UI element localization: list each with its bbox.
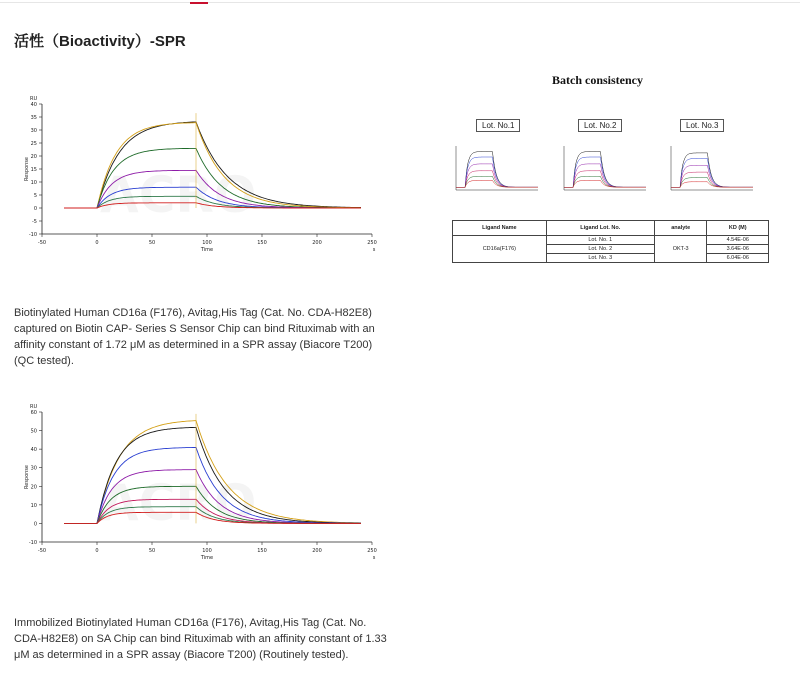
kd-cell: 4.54E-06 bbox=[707, 236, 769, 245]
section-title: 活性（Bioactivity）-SPR bbox=[14, 33, 186, 50]
analyte-cell: OKT-3 bbox=[654, 236, 707, 263]
lot-chart-1 bbox=[442, 138, 542, 198]
y-tick-label: 35 bbox=[30, 115, 37, 121]
batch-consistency-title: Batch consistency bbox=[552, 73, 643, 87]
y-unit-label: RU bbox=[30, 96, 38, 102]
y-tick-label: 40 bbox=[30, 447, 37, 454]
x-unit-label: s bbox=[372, 555, 376, 561]
y-tick-label: 30 bbox=[30, 465, 37, 472]
x-axis-label: Time bbox=[200, 247, 214, 253]
y-tick-label: 15 bbox=[30, 167, 37, 173]
mini-series-line bbox=[671, 153, 753, 187]
y-tick-label: -10 bbox=[28, 232, 37, 238]
lot-label-2: Lot. No.2 bbox=[578, 119, 622, 132]
kd-cell: 3.64E-06 bbox=[707, 245, 769, 254]
lot-label-3: Lot. No.3 bbox=[680, 119, 724, 132]
y-tick-label: 0 bbox=[33, 206, 37, 212]
y-tick-label: 30 bbox=[30, 128, 37, 134]
y-axis-label: Response bbox=[24, 464, 30, 490]
kd-table bbox=[452, 220, 769, 263]
lot-cell: Lot. No. 2 bbox=[546, 245, 654, 254]
top-divider bbox=[0, 0, 800, 4]
x-axis-label: Time bbox=[200, 555, 214, 561]
header-kd: KD (M) bbox=[707, 221, 769, 236]
x-tick-label: 100 bbox=[202, 548, 212, 554]
table-row bbox=[453, 236, 769, 245]
lot-cell: Lot. No. 3 bbox=[546, 254, 654, 263]
kd-table-header bbox=[453, 221, 769, 236]
x-tick-label: -50 bbox=[37, 240, 47, 246]
y-tick-label: 50 bbox=[30, 428, 37, 435]
x-tick-label: 0 bbox=[95, 548, 99, 554]
lot-chart-3 bbox=[657, 138, 757, 198]
y-tick-label: 0 bbox=[33, 521, 37, 528]
mini-series-line bbox=[671, 172, 753, 187]
y-tick-label: 20 bbox=[30, 154, 37, 160]
description-2: Immobilized Biotinylated Human CD16a (F176), Avitag,His Tag (Cat. No. CDA-H82E8) on SA Chip can bind Rituximab with an affinity constant of 1.33 μM as determined in a SPR assay (Biacore T200) (Routinely tested). bbox=[14, 617, 387, 661]
y-tick-label: 5 bbox=[33, 193, 37, 199]
x-unit-label: s bbox=[372, 247, 376, 253]
kd-cell: 6.04E-06 bbox=[707, 254, 769, 263]
x-tick-label: 50 bbox=[148, 240, 156, 246]
y-axis-label: Response bbox=[24, 156, 30, 182]
y-tick-label: 40 bbox=[30, 102, 37, 108]
header-analyte: analyte bbox=[654, 221, 707, 236]
spr-chart-2 bbox=[20, 400, 380, 570]
ligand-cell: CD16a(F176) bbox=[453, 236, 547, 263]
watermark bbox=[100, 474, 256, 532]
y-tick-label: -10 bbox=[28, 540, 37, 546]
lot-cell: Lot. No. 1 bbox=[546, 236, 654, 245]
x-tick-label: 250 bbox=[367, 240, 377, 246]
x-tick-label: 0 bbox=[95, 240, 99, 246]
y-tick-label: 20 bbox=[30, 484, 37, 491]
mini-series-line bbox=[456, 171, 538, 188]
mini-series-line bbox=[564, 171, 646, 188]
spr-chart-1 bbox=[20, 92, 380, 262]
y-tick-label: -5 bbox=[32, 219, 37, 225]
lot-label-1: Lot. No.1 bbox=[476, 119, 520, 132]
x-tick-label: 150 bbox=[257, 240, 267, 246]
y-tick-label: 10 bbox=[30, 502, 37, 509]
watermark bbox=[100, 166, 256, 224]
x-tick-label: 200 bbox=[312, 240, 322, 246]
y-tick-label: 60 bbox=[30, 410, 37, 416]
header-ligand-name: Ligand Name bbox=[453, 221, 547, 236]
x-tick-label: 250 bbox=[367, 548, 377, 554]
description-1: Biotinylated Human CD16a (F176), Avitag,His Tag (Cat. No. CDA-H82E8) captured on Biotin CAP- Series S Sensor Chip can bind Rituximab with an affinity constant of 1.72 μM as determined in a SPR assay (Biacore T200) (QC tested). bbox=[14, 307, 375, 367]
x-tick-label: 200 bbox=[312, 548, 322, 554]
lot-chart-2 bbox=[550, 138, 650, 198]
header-ligand-lot: Ligand Lot. No. bbox=[546, 221, 654, 236]
x-tick-label: 50 bbox=[148, 548, 156, 554]
y-tick-label: 10 bbox=[30, 180, 37, 186]
x-tick-label: 100 bbox=[202, 240, 212, 246]
y-tick-label: 25 bbox=[30, 141, 37, 147]
y-unit-label: RU bbox=[30, 404, 38, 410]
x-tick-label: 150 bbox=[257, 548, 267, 554]
x-tick-label: -50 bbox=[37, 548, 47, 554]
